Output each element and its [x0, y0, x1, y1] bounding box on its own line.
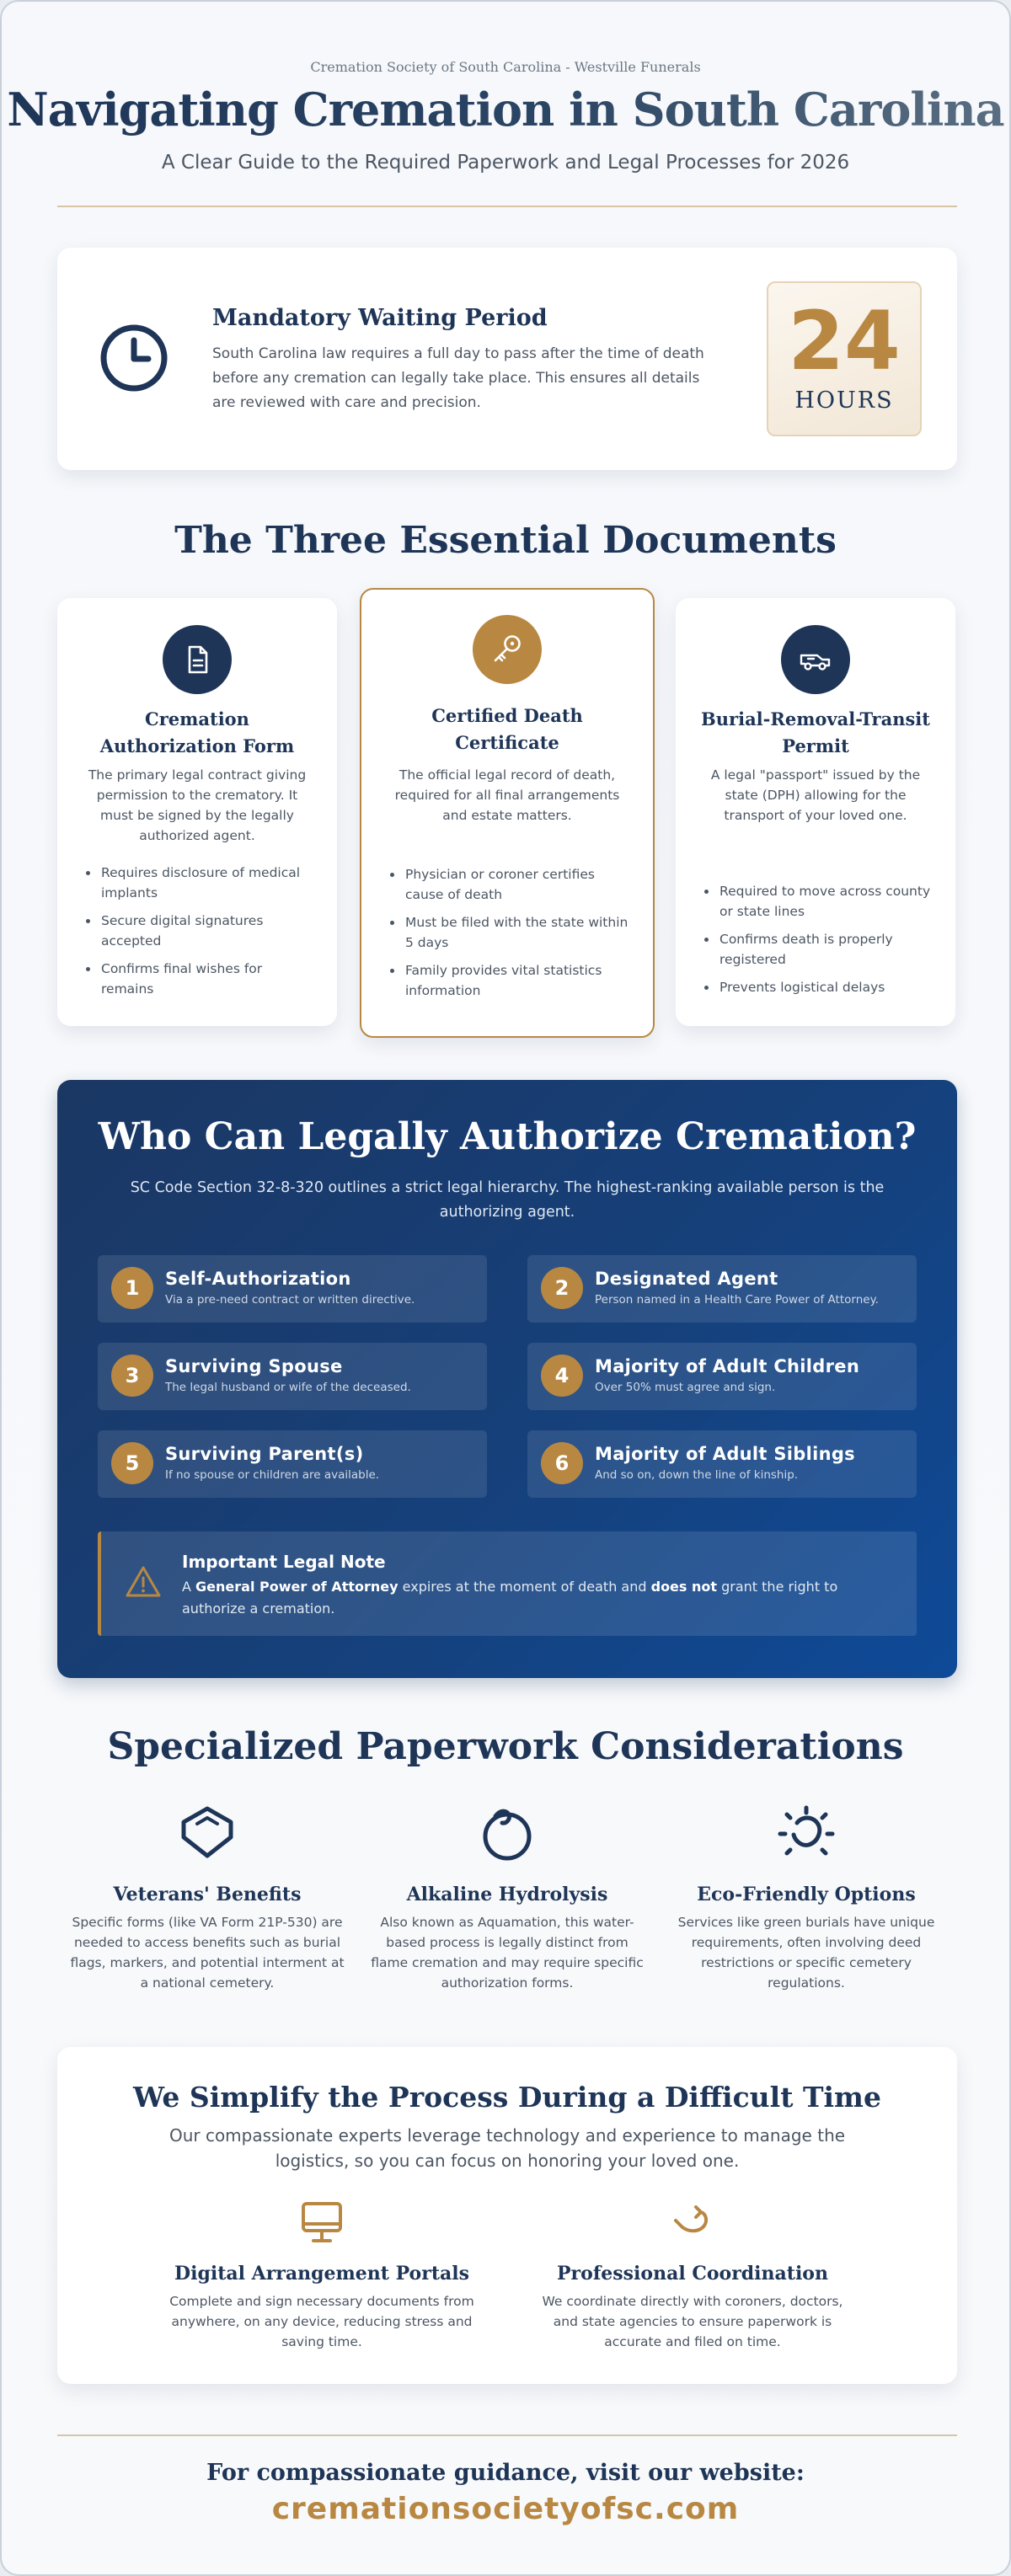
legal-note-text-part: A [182, 1579, 196, 1595]
clock-icon [98, 322, 170, 394]
leaf-sun-icon [773, 1801, 839, 1867]
feature-title: Professional Coordination [557, 2263, 828, 2285]
document-icon [163, 625, 232, 694]
legal-note-text-part: grant the right to authorize a cremation. [182, 1579, 838, 1617]
rank-title: Surviving Parent(s) [165, 1444, 364, 1464]
handshake-icon [666, 2195, 719, 2249]
authorization-subtitle: SC Code Section 32-8-320 outlines a strict legal hierarchy. The highest-ranking available person is the authorizing agent. [130, 1179, 885, 1221]
hierarchy-rank-4 [527, 1343, 917, 1410]
rank-title: Majority of Adult Siblings [595, 1444, 855, 1464]
specialized-item-description: Specific forms (like VA Form 21P-530) are needed to access benefits such as burial flags, markers, and potential interment at a national cemetery. [70, 1915, 345, 1991]
rank-description: And so on, down the line of kinship. [595, 1468, 799, 1482]
water-drop-icon [474, 1801, 540, 1867]
document-bullet: Confirms final wishes for remains [101, 959, 318, 999]
waiting-period-title: Mandatory Waiting Period [212, 305, 548, 331]
rank-description: Via a pre-need contract or written directive. [165, 1293, 415, 1307]
rank-number: 4 [541, 1355, 583, 1397]
header-divider [57, 206, 957, 207]
hierarchy-rank-1 [98, 1255, 487, 1323]
rank-title: Surviving Spouse [165, 1356, 343, 1376]
document-bullet: Physician or coroner certifies cause of death [405, 864, 634, 905]
page-subtitle: A Clear Guide to the Required Paperwork and Legal Processes for 2026 [161, 152, 850, 174]
feature-description: Complete and sign necessary documents from anywhere, on any device, reducing stress and saving time. [169, 2294, 474, 2349]
rank-number: 5 [111, 1442, 153, 1484]
legal-note-text [182, 1576, 873, 1620]
hierarchy-rank-6 [527, 1430, 917, 1498]
rank-title: Majority of Adult Children [595, 1356, 860, 1376]
waiting-period-card [57, 248, 957, 470]
rank-title: Self-Authorization [165, 1269, 351, 1289]
feature-title: Digital Arrangement Portals [174, 2263, 469, 2285]
footer-divider [57, 2434, 957, 2436]
waiting-period-text: South Carolina law requires a full day to pass after the time of death before any cremation can legally take place. This ensures all details are reviewed with care and precision. [212, 345, 704, 411]
document-bullet: Secure digital signatures accepted [101, 911, 318, 951]
rank-number: 1 [111, 1267, 153, 1309]
monitor-icon [295, 2195, 349, 2249]
document-description: The official legal record of death, required for all final arrangements and estate matters. [394, 767, 620, 823]
specialized-item-hydrolysis [370, 1801, 645, 2003]
specialized-item-title: Alkaline Hydrolysis [406, 1884, 608, 1905]
document-title: Certified Death Certificate [431, 705, 583, 753]
document-bullet: Requires disclosure of medical implants [101, 863, 318, 903]
specialized-item-veterans [70, 1801, 345, 2003]
hours-number: 24 [788, 294, 901, 388]
document-bullet: Must be filed with the state within 5 days [405, 912, 634, 953]
simplify-subtitle: Our compassionate experts leverage technology and experience to manage the logistics, so you can focus on honoring your loved one. [168, 2125, 846, 2171]
rank-description: Over 50% must agree and sign. [595, 1381, 776, 1394]
specialized-item-description: Also known as Aquamation, this water-based process is legally distinct from flame cremation and may require specific authorization forms. [371, 1915, 644, 1991]
feature-description: We coordinate directly with coroners, doctors, and state agencies to ensure paperwork is accurate and filed on time. [542, 2294, 843, 2349]
rank-description: The legal husband or wife of the deceased. [165, 1381, 411, 1394]
key-icon [473, 615, 542, 684]
documents-section-title: The Three Essential Documents [174, 519, 837, 562]
van-icon [781, 625, 850, 694]
legal-note [98, 1531, 917, 1636]
rank-description: Person named in a Health Care Power of Attorney. [595, 1293, 879, 1307]
document-bullets [405, 864, 634, 1008]
shield-icon [174, 1801, 240, 1867]
footer-lead-text: For compassionate guidance, visit our website: [206, 2460, 805, 2486]
hierarchy-rank-2 [527, 1255, 917, 1323]
specialized-item-title: Veterans' Benefits [113, 1884, 302, 1905]
document-bullet: Family provides vital statistics information [405, 960, 634, 1001]
warning-icon [123, 1562, 163, 1602]
document-description: The primary legal contract giving permission to the crematory. It must be signed by the legally authorized agent. [88, 767, 307, 843]
legal-note-text-part: expires at the moment of death and [398, 1579, 651, 1595]
document-title: Cremation Authorization Form [99, 708, 295, 756]
brand-line: Cremation Society of South Carolina - Westville Funerals [310, 59, 701, 75]
hours-label: HOURS [794, 387, 894, 414]
authorization-title: Who Can Legally Authorize Cremation? [98, 1115, 917, 1158]
rank-number: 2 [541, 1267, 583, 1309]
authorization-hierarchy-panel [57, 1080, 957, 1678]
document-bullets [101, 863, 318, 1007]
specialized-item-description: Services like green burials have unique requirements, often involving deed restrictions or specific cemetery regulations. [677, 1915, 935, 1991]
document-bullets [719, 881, 937, 1005]
simplify-process-card [57, 2047, 957, 2384]
rank-description: If no spouse or children are available. [165, 1468, 380, 1482]
hierarchy-rank-5 [98, 1430, 487, 1498]
document-bullet: Confirms death is properly registered [719, 929, 937, 970]
legal-note-emphasis: does not [650, 1579, 718, 1595]
legal-note-emphasis: General Power of Attorney [195, 1579, 399, 1595]
document-card-authorization [57, 598, 337, 1026]
simplify-title: We Simplify the Process During a Difficult Time [133, 2081, 881, 2114]
website-link[interactable]: cremationsocietyofsc.com [271, 2492, 740, 2526]
page-title: Navigating Cremation in South Carolina [2, 83, 1009, 136]
legal-note-title: Important Legal Note [182, 1552, 386, 1572]
hours-badge [767, 281, 922, 436]
specialized-section-title: Specialized Paperwork Considerations [107, 1725, 904, 1768]
document-card-transit-permit [676, 598, 955, 1026]
hierarchy-rank-3 [98, 1343, 487, 1410]
document-description: A legal "passport" issued by the state (DPH) allowing for the transport of your loved one. [710, 767, 921, 823]
specialized-item-eco [669, 1801, 944, 2003]
document-card-death-certificate [360, 588, 655, 1038]
rank-number: 6 [541, 1442, 583, 1484]
document-title: Burial-Removal-Transit Permit [701, 708, 930, 756]
rank-title: Designated Agent [595, 1269, 778, 1289]
rank-number: 3 [111, 1355, 153, 1397]
document-bullet: Prevents logistical delays [719, 977, 937, 997]
specialized-item-title: Eco-Friendly Options [697, 1884, 916, 1905]
document-bullet: Required to move across county or state lines [719, 881, 937, 922]
